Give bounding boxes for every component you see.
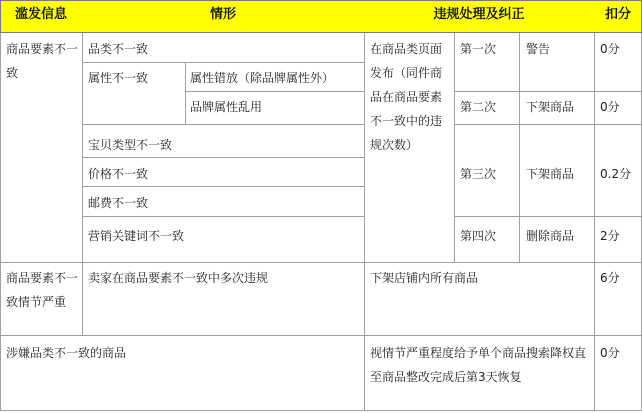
- section2-points: 6分: [600, 271, 620, 285]
- grid-v-col1: [82, 33, 83, 335]
- grid-h-bottom: [0, 410, 642, 411]
- grid-h-price: [82, 186, 364, 187]
- attr-detail-brand-misuse: 品牌属性乱用: [190, 100, 263, 114]
- grid-h-times3: [454, 216, 642, 217]
- section2-situation: 卖家在商品要素不一致中多次违规: [88, 271, 269, 285]
- section2-action: 下架店铺内所有商品: [370, 271, 479, 285]
- times-3-nth: 第三次: [460, 167, 497, 181]
- grid-h-section2: [0, 335, 642, 336]
- grid-v-col3: [364, 33, 365, 411]
- header-col3: 违规处理及纠正: [364, 0, 594, 33]
- attr-detail-misplaced: 属性错放（除品牌属性外）: [190, 71, 335, 85]
- sub-attr-mismatch: 属性不一致: [88, 71, 149, 85]
- times-3-action: 下架商品: [526, 167, 575, 181]
- sub-keyword: 营销关键词不一致: [88, 229, 185, 243]
- grid-h-times1: [454, 91, 642, 92]
- times-1-nth: 第一次: [460, 42, 497, 56]
- sub-price: 价格不一致: [88, 167, 149, 181]
- times-4-points: 2分: [600, 229, 620, 243]
- times-4-action: 删除商品: [526, 229, 575, 243]
- times-3-points: 0.2分: [600, 167, 632, 181]
- grid-v-action: [519, 33, 520, 262]
- times-4-nth: 第四次: [460, 229, 497, 243]
- section3-action: 视情节严重程度给予单个商品搜索降权直至商品整改完成后第3天恢复: [370, 346, 587, 384]
- section3-situation: 涉嫌品类不一致的商品: [6, 346, 127, 360]
- grid-v-attr: [185, 62, 186, 124]
- grid-h-section1: [0, 262, 642, 263]
- section3-points: 0分: [600, 346, 620, 360]
- grid-h-cat: [82, 62, 364, 63]
- grid-v-col4: [594, 33, 595, 411]
- grid-v-left: [0, 33, 1, 411]
- times-1-action: 警告: [526, 42, 551, 56]
- header-col2: 情形: [82, 0, 364, 33]
- header-col1: 滥发信息: [0, 0, 82, 33]
- times-2-nth: 第二次: [460, 100, 497, 114]
- grid-h-times2: [454, 124, 642, 125]
- section1-category: 商品要素不一致: [6, 42, 79, 80]
- header-col4: 扣分: [594, 0, 642, 33]
- sub-shipping: 邮费不一致: [88, 196, 149, 210]
- sub-baby-type: 宝贝类型不一致: [88, 138, 173, 152]
- grid-h-attr-end: [82, 124, 364, 125]
- times-2-action: 下架商品: [526, 100, 575, 114]
- times-1-points: 0分: [600, 42, 620, 56]
- times-2-points: 0分: [600, 100, 620, 114]
- sub-category-mismatch: 品类不一致: [88, 42, 149, 56]
- grid-h-attr: [185, 91, 364, 92]
- grid-h-shipping: [82, 216, 364, 217]
- penalty-description: 在商品类页面发布（同件商品在商品要素不一致中的违规次数）: [370, 42, 443, 152]
- grid-h-type: [82, 157, 364, 158]
- section2-category: 商品要素不一致情节严重: [6, 271, 79, 309]
- grid-v-nth: [454, 33, 455, 262]
